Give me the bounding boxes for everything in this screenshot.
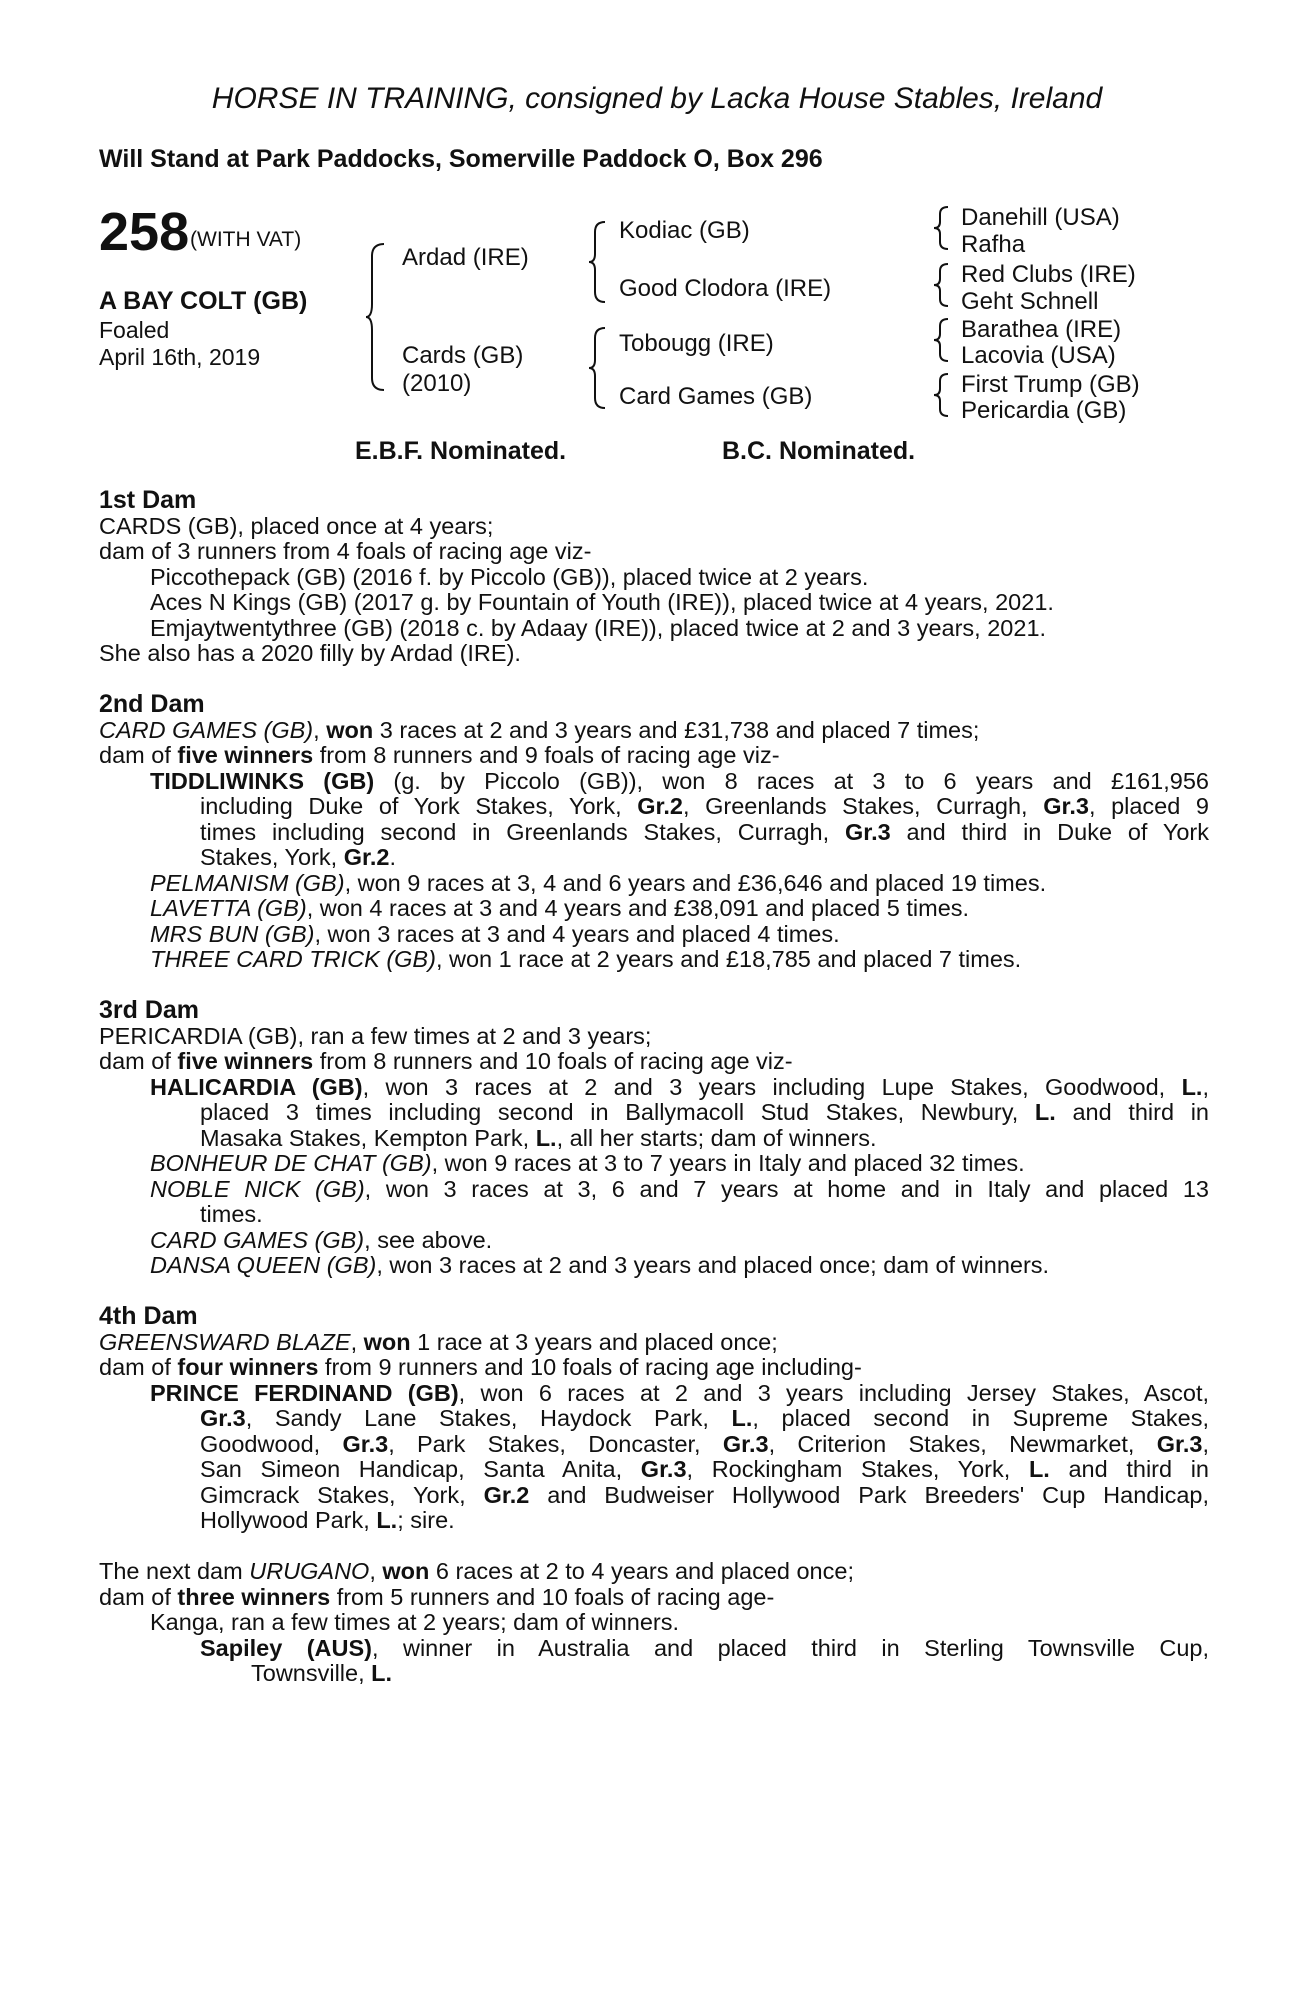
pf-text: ; sire. <box>397 1507 455 1533</box>
foaled-info <box>99 317 260 371</box>
progeny-name: MRS BUN (GB) <box>150 920 315 947</box>
pedigree-g3: Red Clubs (IRE) <box>961 261 1136 288</box>
prince-ferdinand-line <box>99 1508 1209 1534</box>
progeny-text: , won 4 races at 3 and 4 years and £38,091 and placed 5 times. <box>306 895 970 921</box>
progeny-line <box>99 947 1209 973</box>
halicardia-text: , <box>1202 1073 1209 1100</box>
grade-badge: Gr.2 <box>637 793 683 819</box>
prince-ferdinand-line <box>99 1457 1209 1483</box>
pf-text: , won 6 races at 2 and 3 years including Jersey Stakes, Ascot, <box>458 1379 1209 1406</box>
bc-nomination: B.C. Nominated. <box>722 437 916 465</box>
tiddliwinks-name: TIDDLIWINKS (GB) <box>150 767 375 794</box>
grade-badge: Gr.3 <box>1156 1430 1203 1457</box>
progeny-text: , won 1 race at 2 years and £18,785 and placed 7 times. <box>435 946 1022 972</box>
prince-ferdinand-line <box>99 1432 1209 1458</box>
grade-badge: Gr.3 <box>722 1430 769 1457</box>
pedigree-dam-year: (2010) <box>402 370 472 397</box>
pedigree-g2: Rafha <box>961 231 1026 258</box>
next-dam-won: won <box>382 1558 430 1584</box>
dam4-rest: 1 race at 3 years and placed once; <box>410 1328 778 1355</box>
prince-ferdinand-line <box>99 1381 1209 1407</box>
dam2-name: CARD GAMES (GB) <box>99 716 314 743</box>
grade-badge: Gr.3 <box>200 1405 246 1431</box>
pedigree-brace-g1 <box>932 205 950 251</box>
next-dam-name: URUGANO <box>249 1558 370 1584</box>
progeny-name: BONHEUR DE CHAT (GB) <box>150 1150 432 1176</box>
halicardia-text: and third in <box>1055 1099 1209 1125</box>
halicardia-text: placed 3 times including second in Ballymacoll Stud Stakes, Newbury, <box>200 1099 1035 1125</box>
dam2-d1: dam of <box>99 742 178 768</box>
progeny-name: DANSA QUEEN (GB) <box>150 1252 377 1278</box>
tiddliwinks-text: times including second in Greenlands Stakes, Curragh, <box>200 818 845 845</box>
next-dam-d3: from 5 runners and 10 foals of racing age- <box>330 1583 775 1610</box>
foaled-date: April 16th, 2019 <box>99 344 261 370</box>
pf-text: , <box>1202 1430 1209 1457</box>
dam1-line: dam of 3 runners from 4 foals of racing age viz- <box>99 538 592 564</box>
grade-badge: L. <box>535 1124 557 1151</box>
progeny-text: , won 3 races at 2 and 3 years and placed once; dam of winners. <box>376 1252 1050 1278</box>
pedigree-brace-g4 <box>932 372 950 418</box>
dam1-heading: 1st Dam <box>99 486 197 514</box>
pf-text: Gimcrack Stakes, York, <box>200 1481 484 1508</box>
halicardia-name: HALICARDIA (GB) <box>150 1073 363 1100</box>
pedigree-dam-sire: Tobougg (IRE) <box>619 330 774 357</box>
progeny-text: , won 3 races at 3 and 4 years and placed 4 times. <box>314 920 840 947</box>
dam3-d1: dam of <box>99 1048 178 1074</box>
pf-text: Goodwood, <box>200 1430 343 1457</box>
next-dam-record <box>99 1559 1209 1585</box>
grade-badge: L. <box>371 1660 393 1686</box>
pedigree-g1: Danehill (USA) <box>961 204 1120 231</box>
progeny-text: , won 9 races at 3 to 7 years in Italy and placed 32 times. <box>431 1150 1025 1176</box>
pf-text: San Simeon Handicap, Santa Anita, <box>200 1456 641 1482</box>
tiddliwinks-text: Stakes, York, <box>200 844 344 870</box>
horse-description: A BAY COLT (GB) <box>99 287 308 315</box>
dam4-name: GREENSWARD BLAZE <box>99 1328 351 1355</box>
dam2-won: won <box>326 716 374 743</box>
grade-badge: Gr.3 <box>1043 793 1089 819</box>
pedigree-brace-g2 <box>932 262 950 308</box>
progeny-name: CARD GAMES (GB) <box>150 1226 365 1253</box>
progeny-line <box>99 1253 1209 1279</box>
grade-badge: Gr.3 <box>844 818 891 845</box>
tiddliwinks-line <box>99 769 1209 795</box>
pf-text: and third in <box>1049 1456 1210 1482</box>
progeny-line <box>99 871 1209 897</box>
dam4-produce <box>99 1355 1209 1381</box>
pf-text: and Budweiser Hollywood Park Breeders' Cup Handicap, <box>529 1481 1210 1508</box>
dam2-record: CARD GAMES (GB), won 3 races at 2 and 3 years and £31,738 and placed 7 times; <box>99 716 980 743</box>
kanga-line: Kanga, ran a few times at 2 years; dam of winners. <box>150 1609 680 1635</box>
pedigree-g6: Lacovia (USA) <box>961 342 1116 369</box>
progeny-name: PELMANISM (GB) <box>150 869 345 896</box>
progeny-name: NOBLE NICK (GB) <box>150 1175 365 1202</box>
dam4-winners: four winners <box>177 1354 319 1380</box>
pedigree-brace-main <box>364 242 386 392</box>
dam4-heading: 4th Dam <box>99 1302 198 1330</box>
dam3-heading: 3rd Dam <box>99 996 200 1024</box>
foaled-label: Foaled <box>99 317 170 343</box>
pedigree-g7: First Trump (GB) <box>961 371 1140 398</box>
dam4-d1: dam of <box>99 1354 178 1380</box>
progeny-text: , see above. <box>364 1226 493 1253</box>
progeny-line <box>99 1151 1209 1177</box>
dam1-progeny: Emjaytwentythree (GB) (2018 c. by Adaay (IRE)), placed twice at 2 and 3 years, 2021. <box>150 614 1047 641</box>
pf-text: , placed second in Supreme Stakes, <box>752 1405 1210 1431</box>
sapiley-text: Townsville, <box>251 1660 372 1686</box>
dam4-record: GREENSWARD BLAZE, won 1 race at 3 years and placed once; <box>99 1328 778 1355</box>
next-dam-text: , <box>369 1558 383 1584</box>
pf-text: Hollywood Park, <box>200 1507 377 1533</box>
pedigree-sire-dam: Good Clodora (IRE) <box>619 275 832 302</box>
lot-number: 258 <box>99 202 190 262</box>
pf-text: , Sandy Lane Stakes, Haydock Park, <box>245 1405 732 1431</box>
dam2-rest: 3 races at 2 and 3 years and £31,738 and placed 7 times; <box>373 716 980 743</box>
tiddliwinks-text: . <box>389 844 396 870</box>
next-dam-winners: three winners <box>177 1583 331 1610</box>
grade-badge: L. <box>1034 1099 1056 1125</box>
pedigree-sire: Ardad (IRE) <box>402 244 529 271</box>
tiddliwinks-line <box>99 845 1209 871</box>
grade-badge: Gr.3 <box>342 1430 389 1457</box>
tiddliwinks-text: including Duke of York Stakes, York, <box>200 793 638 819</box>
dam1-progeny: Aces N Kings (GB) (2017 g. by Fountain of Youth (IRE)), placed twice at 4 years, 2021. <box>150 589 1054 615</box>
next-dam-text: The next dam <box>99 1558 250 1584</box>
pedigree-g5: Barathea (IRE) <box>961 316 1122 343</box>
next-dam-produce <box>99 1585 1209 1611</box>
grade-badge: Gr.2 <box>483 1481 530 1508</box>
grade-badge: Gr.3 <box>640 1456 687 1482</box>
dam2-heading: 2nd Dam <box>99 690 205 718</box>
tiddliwinks-text: (g. by Piccolo (GB)), won 8 races at 3 to 6 years and £161,956 <box>374 767 1209 794</box>
dam4-won: won <box>363 1328 411 1355</box>
progeny-line <box>99 1228 1209 1254</box>
sapiley-text: , winner in Australia and placed third in Sterling Townsville Cup, <box>372 1634 1210 1661</box>
grade-badge: L. <box>1028 1456 1050 1482</box>
dam3-line: PERICARDIA (GB), ran a few times at 2 and 3 years; <box>99 1022 652 1049</box>
dam2-d3: from 8 runners and 9 foals of racing age viz- <box>313 742 780 768</box>
sapiley-line <box>99 1661 1209 1687</box>
grade-badge: L. <box>376 1507 398 1533</box>
dam3-d3: from 8 runners and 10 foals of racing age viz- <box>313 1048 793 1074</box>
progeny-name: THREE CARD TRICK (GB) <box>150 946 436 972</box>
pedigree-sire-sire: Kodiac (GB) <box>619 217 750 244</box>
pedigree-dam: Cards (GB) <box>402 342 524 369</box>
halicardia-line <box>99 1100 1209 1126</box>
tiddliwinks-text: , placed 9 <box>1088 793 1209 819</box>
stand-location: Will Stand at Park Paddocks, Somerville Paddock O, Box 296 <box>99 145 823 173</box>
pedigree-brace-g3 <box>932 317 950 363</box>
dam1-progeny: Piccothepack (GB) (2016 f. by Piccolo (GB)), placed twice at 2 years. <box>150 563 869 590</box>
halicardia-text: Masaka Stakes, Kempton Park, <box>200 1124 536 1151</box>
catalogue-body <box>99 488 1209 1687</box>
next-dam-d1: dam of <box>99 1583 178 1610</box>
pedigree-dam-dam: Card Games (GB) <box>619 383 813 410</box>
dam2-produce <box>99 743 1209 769</box>
dam1-line: She also has a 2020 filly by Ardad (IRE). <box>99 640 521 666</box>
halicardia-line <box>99 1126 1209 1152</box>
sapiley-line <box>99 1636 1209 1662</box>
pf-text: , Rockingham Stakes, York, <box>686 1456 1029 1482</box>
progeny-text: , won 9 races at 3, 4 and 6 years and £36,646 and placed 19 times. <box>344 869 1047 896</box>
progeny-line <box>99 1177 1209 1203</box>
pedigree-brace-sire <box>587 220 607 304</box>
grade-badge: L. <box>1181 1073 1203 1100</box>
vat-note: (WITH VAT) <box>190 228 302 251</box>
progeny-line <box>99 922 1209 948</box>
prince-ferdinand-line <box>99 1483 1209 1509</box>
progeny-text: , won 3 races at 3, 6 and 7 years at home and in Italy and placed 13 <box>364 1175 1209 1202</box>
grade-badge: L. <box>731 1405 753 1431</box>
pedigree-brace-dam <box>587 326 607 410</box>
dam1-line: CARDS (GB), placed once at 4 years; <box>99 512 494 539</box>
grade-badge: Gr.2 <box>343 844 390 870</box>
pedigree-g8: Pericardia (GB) <box>961 397 1127 424</box>
tiddliwinks-text: , Greenlands Stakes, Curragh, <box>682 793 1044 819</box>
dam4-d3: from 9 runners and 10 foals of racing age including- <box>318 1354 862 1380</box>
tiddliwinks-line <box>99 820 1209 846</box>
tiddliwinks-text: and third in Duke of York <box>890 818 1209 845</box>
page-title: HORSE IN TRAINING, consigned by Lacka House Stables, Ireland <box>211 82 1103 115</box>
progeny-line <box>99 896 1209 922</box>
dam3-winners: five winners <box>177 1048 314 1074</box>
pedigree-g4: Geht Schnell <box>961 288 1099 315</box>
pf-text: , Criterion Stakes, Newmarket, <box>768 1430 1157 1457</box>
tiddliwinks-line <box>99 794 1209 820</box>
prince-ferdinand-line <box>99 1406 1209 1432</box>
prince-ferdinand-name: PRINCE FERDINAND (GB) <box>150 1379 459 1406</box>
progeny-line: times. <box>200 1201 263 1227</box>
halicardia-text: , won 3 races at 2 and 3 years including Lupe Stakes, Goodwood, <box>362 1073 1182 1100</box>
halicardia-line <box>99 1075 1209 1101</box>
halicardia-text: , all her starts; dam of winners. <box>556 1124 877 1151</box>
sapiley-name: Sapiley (AUS) <box>200 1634 373 1661</box>
dam3-produce <box>99 1049 1209 1075</box>
progeny-name: LAVETTA (GB) <box>150 895 307 921</box>
pf-text: , Park Stakes, Doncaster, <box>388 1430 723 1457</box>
next-dam-text: 6 races at 2 to 4 years and placed once; <box>429 1558 854 1584</box>
dam2-winners: five winners <box>177 742 314 768</box>
ebf-nomination: E.B.F. Nominated. <box>355 437 567 465</box>
